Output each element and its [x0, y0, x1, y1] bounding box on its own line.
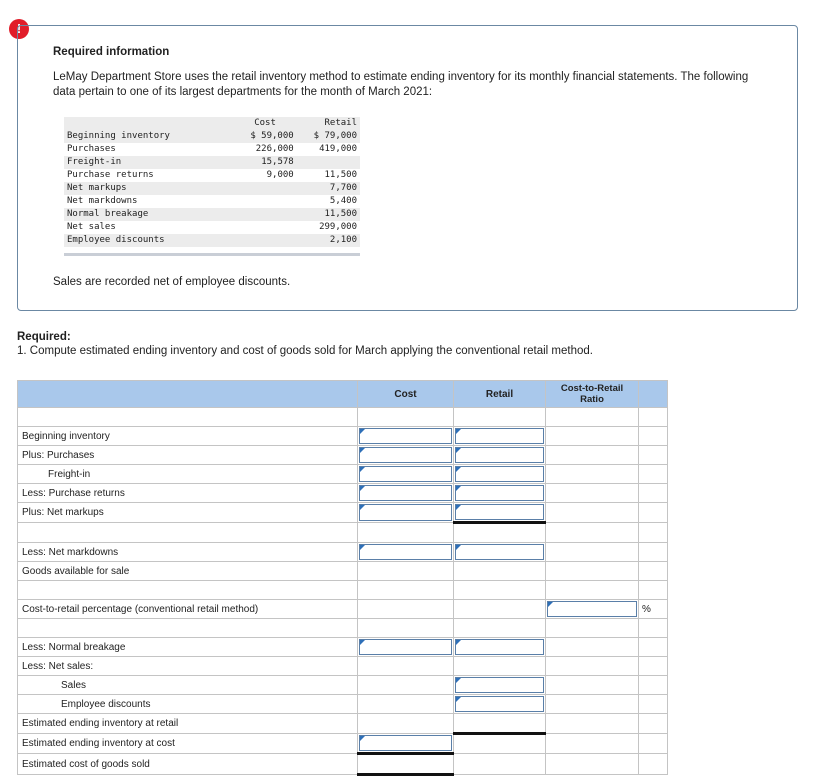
sales-note: Sales are recorded net of employee discounts. — [53, 276, 291, 288]
purchase-returns-cost-input[interactable] — [358, 484, 454, 503]
info-description: LeMay Department Store uses the retail inventory method to estimate ending inventory for its monthly financial statements. The following data pertain to one of its largest departments for the month of March 2021: — [53, 71, 749, 98]
row-label: Less: Net sales: — [18, 657, 358, 676]
row-label: Sales — [18, 676, 358, 695]
row-label: Normal breakage — [64, 208, 233, 221]
table-row — [18, 600, 668, 619]
row-label: Less: Purchase returns — [18, 484, 358, 503]
cost-column-header: Cost — [358, 381, 454, 408]
beginning-inventory-cost-input[interactable] — [358, 427, 454, 446]
table-row — [64, 156, 360, 169]
table-row — [18, 638, 668, 657]
row-cost — [233, 221, 296, 234]
row-label: Plus: Purchases — [18, 446, 358, 465]
table-row — [64, 221, 360, 234]
info-title: Required information — [53, 46, 170, 58]
alert-icon: ! — [9, 19, 29, 39]
normal-breakage-cost-input[interactable] — [358, 638, 454, 657]
given-data-table — [64, 117, 360, 256]
row-label: Beginning inventory — [18, 427, 358, 446]
est-ending-cost-input[interactable] — [358, 734, 454, 754]
purchases-retail-input[interactable] — [454, 446, 546, 465]
table-row — [64, 208, 360, 221]
purchase-returns-retail-input[interactable] — [454, 484, 546, 503]
table-row — [64, 195, 360, 208]
row-cost — [233, 208, 296, 221]
table-row — [18, 734, 668, 754]
table-row — [18, 503, 668, 523]
row-label: Goods available for sale — [18, 562, 358, 581]
net-markups-cost-input[interactable] — [358, 503, 454, 523]
table-row — [18, 408, 668, 427]
row-label: Beginning inventory — [64, 130, 233, 143]
percent-sign: % — [639, 600, 668, 619]
table-row — [64, 130, 360, 143]
row-retail: 7,700 — [297, 182, 360, 195]
row-label: Net markups — [64, 182, 233, 195]
sales-retail-input[interactable] — [454, 676, 546, 695]
row-cost: 9,000 — [266, 170, 294, 180]
row-cost — [233, 195, 296, 208]
given-retail-header: Retail — [297, 117, 360, 130]
table-row — [64, 234, 360, 247]
net-markups-retail-input[interactable] — [454, 503, 546, 523]
normal-breakage-retail-input[interactable] — [454, 638, 546, 657]
required-information-panel — [17, 25, 798, 311]
net-markdowns-cost-input[interactable] — [358, 543, 454, 562]
table-row — [18, 562, 668, 581]
table-row — [64, 169, 360, 182]
row-cost — [233, 234, 296, 247]
table-row — [18, 754, 668, 775]
freight-in-cost-input[interactable] — [358, 465, 454, 484]
employee-discounts-retail-input[interactable] — [454, 695, 546, 714]
table-row — [18, 581, 668, 600]
row-cost: 226,000 — [255, 144, 294, 154]
row-retail: 11,500 — [324, 170, 357, 180]
row-label: Purchases — [67, 144, 116, 154]
row-retail: 299,000 — [319, 222, 357, 232]
table-row — [18, 657, 668, 676]
table-row — [18, 695, 668, 714]
table-row — [64, 143, 360, 156]
table-row — [18, 523, 668, 543]
freight-in-retail-input[interactable] — [454, 465, 546, 484]
table-row — [18, 543, 668, 562]
required-label: Required: — [17, 331, 71, 343]
table-row — [18, 465, 668, 484]
table-row — [18, 484, 668, 503]
table-row — [18, 619, 668, 638]
row-label: Freight-in — [18, 465, 358, 484]
row-cost — [233, 182, 296, 195]
row-label: Employee discounts — [18, 695, 358, 714]
row-label: Freight-in — [64, 156, 233, 169]
table-row — [18, 676, 668, 695]
row-label: Purchase returns — [67, 170, 154, 180]
row-label: Cost-to-retail percentage (conventional retail method) — [18, 600, 358, 619]
row-cost: $ 59,000 — [233, 130, 296, 143]
row-cost: 15,578 — [233, 156, 296, 169]
beginning-inventory-retail-input[interactable] — [454, 427, 546, 446]
retail-method-worksheet — [17, 380, 668, 776]
row-retail: 2,100 — [297, 234, 360, 247]
table-row — [64, 182, 360, 195]
row-retail: 5,400 — [329, 196, 357, 206]
required-text: 1. Compute estimated ending inventory and cost of goods sold for March applying the conventional retail method. — [17, 345, 593, 357]
table-bottom-rule — [64, 253, 360, 256]
row-label: Employee discounts — [64, 234, 233, 247]
row-label: Estimated ending inventory at cost — [18, 734, 358, 754]
net-markdowns-retail-input[interactable] — [454, 543, 546, 562]
row-retail — [297, 156, 360, 169]
ratio-column-header: Cost-to-Retail Ratio — [546, 381, 639, 408]
given-cost-header: Cost — [233, 117, 296, 130]
row-retail: 11,500 — [297, 208, 360, 221]
row-label: Estimated ending inventory at retail — [18, 714, 358, 734]
table-row — [18, 714, 668, 734]
row-retail: $ 79,000 — [297, 130, 360, 143]
row-label: Less: Normal breakage — [18, 638, 358, 657]
row-label: Plus: Net markups — [18, 503, 358, 523]
retail-column-header: Retail — [454, 381, 546, 408]
purchases-cost-input[interactable] — [358, 446, 454, 465]
row-label: Net markdowns — [67, 196, 138, 206]
row-label: Estimated cost of goods sold — [18, 754, 358, 775]
table-row — [18, 427, 668, 446]
row-retail: 419,000 — [319, 144, 357, 154]
cost-to-retail-ratio-input[interactable] — [546, 600, 639, 619]
row-label: Net sales — [67, 222, 116, 232]
row-label: Less: Net markdowns — [18, 543, 358, 562]
table-row — [18, 446, 668, 465]
